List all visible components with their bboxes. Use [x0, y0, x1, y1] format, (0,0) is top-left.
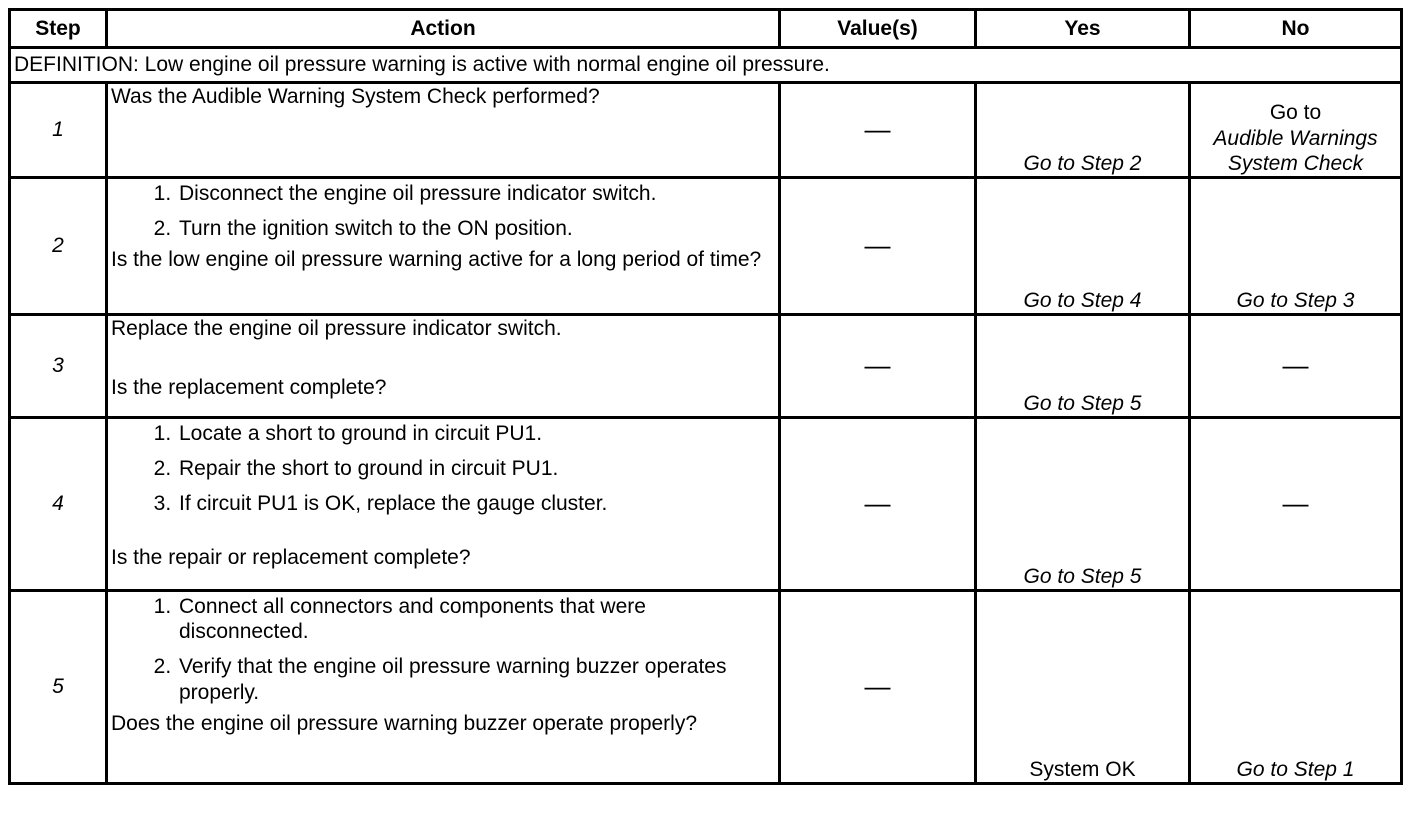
action-question: Does the engine oil pressure warning buzzer operate properly? [111, 711, 698, 735]
action-cell [107, 178, 780, 315]
action-cell [107, 83, 780, 178]
action-step-item: 2. Repair the short to ground in circuit PU1. [177, 456, 775, 481]
header-action: Action [107, 10, 780, 48]
action-step-item: 1. Connect all connectors and components that were disconnected. [177, 594, 775, 644]
table-row [10, 418, 1402, 591]
no-line-3: System Check [1227, 151, 1364, 175]
no-cell: — [1190, 418, 1402, 591]
action-cell [107, 591, 780, 784]
action-question: Is the repair or replacement complete? [111, 545, 471, 569]
spacer [111, 341, 775, 375]
action-question: Is the replacement complete? [111, 376, 387, 400]
yes-cell: Go to Step 5 [976, 418, 1190, 591]
no-cell: Go to Step 3 [1190, 178, 1402, 315]
action-step-item: 2. Verify that the engine oil pressure warning buzzer operates properly. [177, 654, 775, 704]
diagnostic-table [8, 8, 1403, 785]
action-cell [107, 315, 780, 418]
action-step-item: 1. Disconnect the engine oil pressure indicator switch. [177, 181, 775, 206]
definition-text: DEFINITION: Low engine oil pressure warning is active with normal engine oil pressure. [10, 48, 1402, 83]
header-values: Value(s) [780, 10, 976, 48]
no-line-2: Audible Warnings [1213, 126, 1378, 150]
yes-cell: Go to Step 2 [976, 83, 1190, 178]
table-row [10, 315, 1402, 418]
header-yes: Yes [976, 10, 1190, 48]
yes-cell: Go to Step 5 [976, 315, 1190, 418]
step-number: 3 [10, 315, 107, 418]
action-question: Is the low engine oil pressure warning active for a long period of time? [111, 248, 762, 272]
action-steps-list [111, 594, 775, 705]
value-cell: — [780, 315, 976, 418]
yes-cell: Go to Step 4 [976, 178, 1190, 315]
table-row [10, 178, 1402, 315]
table-row [10, 83, 1402, 178]
step-number: 1 [10, 83, 107, 178]
spacer [111, 523, 775, 545]
no-line-1: Go to [1269, 101, 1322, 125]
action-step-item: 1. Locate a short to ground in circuit PU1. [177, 421, 775, 446]
header-row [10, 10, 1402, 48]
action-text: Replace the engine oil pressure indicator switch. [111, 317, 562, 340]
no-cell [1190, 83, 1402, 178]
step-number: 5 [10, 591, 107, 784]
step-number: 4 [10, 418, 107, 591]
action-step-item: 3. If circuit PU1 is OK, replace the gauge cluster. [177, 491, 775, 516]
diagnostic-table-container [8, 8, 1400, 785]
value-cell: — [780, 83, 976, 178]
header-step: Step [10, 10, 107, 48]
definition-row [10, 48, 1402, 83]
no-cell: Go to Step 1 [1190, 591, 1402, 784]
value-cell: — [780, 591, 976, 784]
action-steps-list [111, 181, 775, 241]
yes-cell: System OK [976, 591, 1190, 784]
header-no: No [1190, 10, 1402, 48]
action-cell [107, 418, 780, 591]
step-number: 2 [10, 178, 107, 315]
no-cell: — [1190, 315, 1402, 418]
value-cell: — [780, 418, 976, 591]
table-row [10, 591, 1402, 784]
action-step-item: 2. Turn the ignition switch to the ON position. [177, 216, 775, 241]
value-cell: — [780, 178, 976, 315]
action-text: Was the Audible Warning System Check performed? [111, 85, 600, 108]
action-steps-list [111, 421, 775, 517]
